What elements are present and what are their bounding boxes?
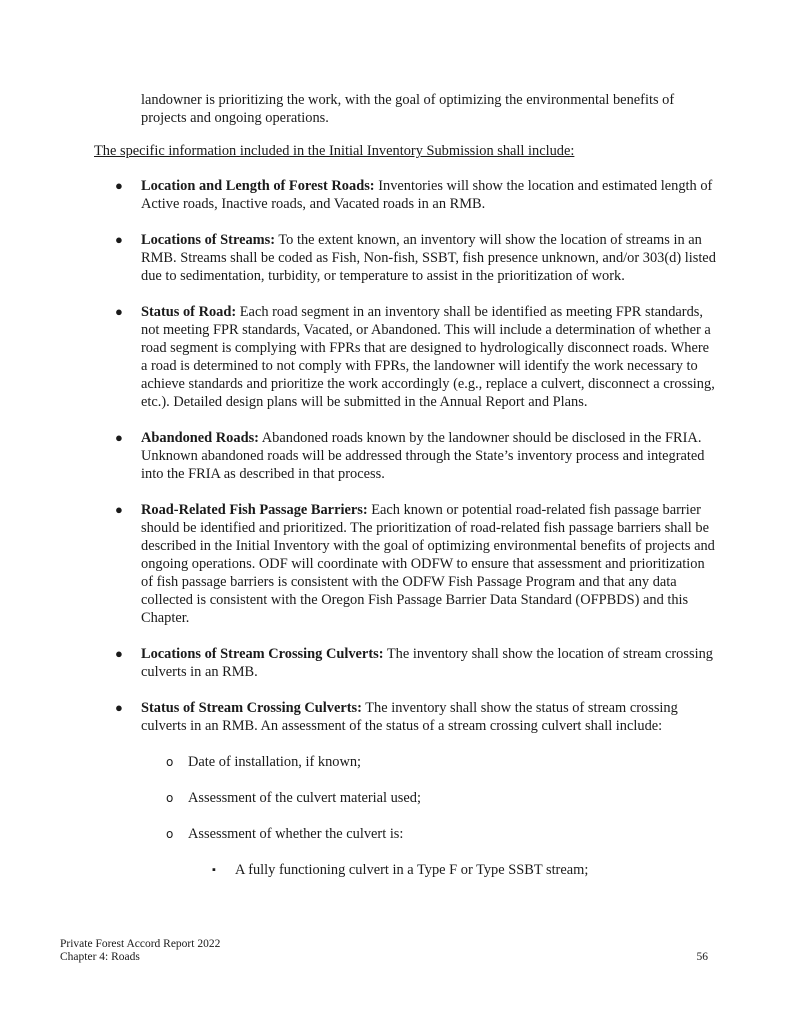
bullet-marker: ● [115, 178, 123, 193]
bullet-item [0, 303, 716, 411]
culvert-assessment-list [141, 753, 716, 879]
bullet-heading: Status of Road: [141, 304, 237, 320]
bullet-heading: Road-Related Fish Passage Barriers: [141, 502, 368, 518]
sub-item-text: Assessment of whether the culvert is: [188, 826, 404, 842]
bullet-marker: ● [115, 646, 123, 661]
bullet-text: Inventories will show the location and estimated length of Active roads, Inactive roads, and Vacated roads in an RMB. [141, 178, 713, 212]
continuation-paragraph: landowner is prioritizing the work, with the goal of optimizing the environmental benefits of projects and ongoing operations. [141, 92, 675, 126]
bullet-text: The inventory shall show the status of stream crossing culverts in an RMB. An assessment of the status of a stream crossing culvert shall include: [141, 700, 678, 734]
subsub-item [188, 861, 716, 879]
section-intro: The specific information included in the Initial Inventory Submission shall include: [94, 143, 575, 159]
sub-marker: o [166, 827, 174, 841]
bullet-marker: ● [115, 232, 123, 247]
sub-marker: o [166, 791, 174, 805]
sub-item [141, 825, 716, 879]
subsub-item-text: A fully functioning culvert in a Type F or Type SSBT stream; [235, 862, 589, 878]
bullet-text: Each road segment in an inventory shall be identified as meeting FPR standards, not meeting FPR standards, Vacated, or Abandoned. This will include a determination of whether a road segment is complying with FPRs that are designed to hydrologically disconnect roads. Where a road is determined to not comply with FPRs, the landowner will identify the work necessary to achieve standards and prioritize the work accordingly (e.g., replace a culvert, disconnect a crossing, etc.). Detailed design plans will be submitted in the Annual Report and Plans. [141, 304, 715, 410]
bullet-text: To the extent known, an inventory will show the location of streams in an RMB. Streams shall be coded as Fish, Non-fish, SSBT, fish presence unknown, and/or 303(d) listed due to sedimentation, turbidity, or temperature to assist in the prioritization of work. [141, 232, 716, 284]
bullet-item [0, 699, 716, 879]
bullet-item [0, 231, 716, 285]
sub-item-text: Date of installation, if known; [188, 754, 362, 770]
sub-item-text: Assessment of the culvert material used; [188, 790, 421, 806]
footer-report-title: Private Forest Accord Report 2022 [60, 938, 221, 950]
inventory-bullet-list [0, 177, 800, 897]
bullet-marker: ● [115, 304, 123, 319]
sub-item [141, 753, 716, 771]
bullet-text: Each known or potential road-related fish passage barrier should be identified and prioritized. The prioritization of road-related fish passage barriers shall be described in the Initial Inventory with the goal of optimizing environmental benefits of projects and ongoing operations. ODF will coordinate with ODFW to ensure that assessment and prioritization of fish passage barriers is consistent with the ODFW Fish Passage Program and that any data collected is consistent with the Oregon Fish Passage Barrier Data Standard (OFPBDS) and this Chapter. [141, 502, 715, 626]
page-footer [60, 938, 708, 964]
sub-marker: o [166, 755, 174, 769]
page-number: 56 [696, 951, 708, 963]
bullet-item [0, 501, 716, 627]
bullet-text: Abandoned roads known by the landowner should be disclosed in the FRIA. Unknown abandoned roads will be addressed through the State’s inventory process and integrated into the FRIA as described in that process. [141, 430, 705, 482]
bullet-marker: ● [115, 700, 123, 715]
bullet-heading: Abandoned Roads: [141, 430, 259, 446]
sub-item [141, 789, 716, 807]
bullet-item [0, 177, 716, 213]
bullet-item [0, 429, 716, 483]
footer-chapter: Chapter 4: Roads [60, 951, 140, 963]
bullet-heading: Status of Stream Crossing Culverts: [141, 700, 362, 716]
bullet-heading: Locations of Stream Crossing Culverts: [141, 646, 384, 662]
bullet-marker: ● [115, 430, 123, 445]
bullet-heading: Locations of Streams: [141, 232, 276, 248]
square-bullet-marker: ▪ [212, 864, 216, 876]
bullet-heading: Location and Length of Forest Roads: [141, 178, 375, 194]
bullet-marker: ● [115, 502, 123, 517]
bullet-text: The inventory shall show the location of stream crossing culverts in an RMB. [141, 646, 713, 680]
bullet-item [0, 645, 716, 681]
culvert-status-list [188, 861, 716, 879]
